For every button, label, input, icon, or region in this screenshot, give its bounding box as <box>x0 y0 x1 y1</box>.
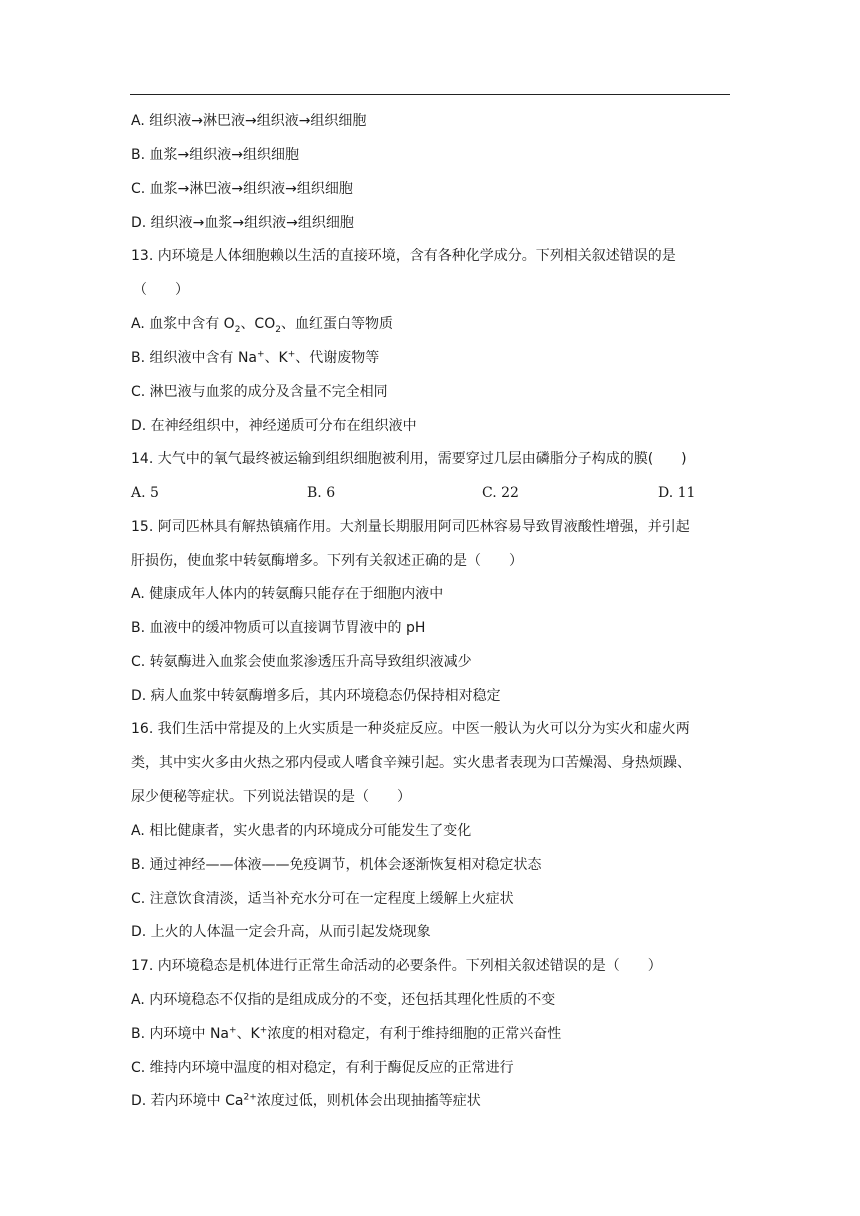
q15-option-c: C. 转氨酶进入血浆会使血浆渗透压升高导致组织液减少 <box>131 654 472 670</box>
q16-option-a: A. 相比健康者，实火患者的内环境成分可能发生了变化 <box>131 823 472 839</box>
q14-option-c: C. 22 <box>482 485 519 501</box>
q15-option-a: A. 健康成年人体内的转氨酶只能存在于细胞内液中 <box>131 586 444 602</box>
q16-stem-line3: 尿少便秘等症状。下列说法错误的是（ ） <box>131 789 411 805</box>
q14-option-b: B. 6 <box>307 485 336 501</box>
q13-option-c: C. 淋巴液与血浆的成分及含量不完全相同 <box>131 384 388 400</box>
q14-options <box>131 483 731 503</box>
q14-option-a: A. 5 <box>131 485 159 501</box>
q13-stem-line1: 13. 内环境是人体细胞赖以生活的直接环境，含有各种化学成分。下列相关叙述错误的是 <box>131 248 676 264</box>
q13-option-b: B. 组织液中含有 Na+、K+、代谢废物等 <box>131 349 380 366</box>
q15-stem-line2: 肝损伤，使血浆中转氨酶增多。下列有关叙述正确的是（ ） <box>131 553 523 569</box>
q13-option-d: D. 在神经组织中，神经递质可分布在组织液中 <box>131 418 417 434</box>
q15-stem-line1: 15. 阿司匹林具有解热镇痛作用。大剂量长期服用阿司匹林容易导致胃液酸性增强，并引起 <box>131 519 690 535</box>
q14-stem: 14. 大气中的氧气最终被运输到组织细胞被利用，需要穿过几层由磷脂分子构成的膜( ) <box>131 451 687 467</box>
header-rule <box>130 94 730 95</box>
q16-option-c: C. 注意饮食清淡，适当补充水分可在一定程度上缓解上火症状 <box>131 891 514 907</box>
q12-option-c: C. 血浆→淋巴液→组织液→组织细胞 <box>131 181 353 197</box>
q16-option-b: B. 通过神经——体液——免疫调节，机体会逐渐恢复相对稳定状态 <box>131 857 542 873</box>
q15-option-b: B. 血液中的缓冲物质可以直接调节胃液中的 pH <box>131 620 426 636</box>
q13-stem-line2: （ ） <box>133 282 189 298</box>
q16-stem-line1: 16. 我们生活中常提及的上火实质是一种炎症反应。中医一般认为火可以分为实火和虚火两 <box>131 721 690 737</box>
q16-stem-line2: 类，其中实火多由火热之邪内侵或人嗜食辛辣引起。实火患者表现为口苦燥渴、身热烦躁、 <box>131 755 691 771</box>
q14-option-d: D. 11 <box>658 485 696 501</box>
q17-option-a: A. 内环境稳态不仅指的是组成成分的不变，还包括其理化性质的不变 <box>131 992 556 1008</box>
q15-option-d: D. 病人血浆中转氨酶增多后，其内环境稳态仍保持相对稳定 <box>131 688 501 704</box>
q16-option-d: D. 上火的人体温一定会升高，从而引起发烧现象 <box>131 924 431 940</box>
q12-option-d: D. 组织液→血浆→组织液→组织细胞 <box>131 215 354 231</box>
q17-stem: 17. 内环境稳态是机体进行正常生命活动的必要条件。下列相关叙述错误的是（ ） <box>131 958 662 974</box>
q12-option-b: B. 血浆→组织液→组织细胞 <box>131 147 299 163</box>
q17-option-d: D. 若内环境中 $Ca^{2+}$浓度过低，则机体会出现抽搐等症状 <box>131 1092 481 1109</box>
q17-option-c: C. 维持内环境中温度的相对稳定，有利于酶促反应的正常进行 <box>131 1060 514 1076</box>
q12-option-a: A. 组织液→淋巴液→组织液→组织细胞 <box>131 113 367 129</box>
q17-option-b: B. 内环境中 Na+、K+浓度的相对稳定，有利于维持细胞的正常兴奋性 <box>131 1025 562 1042</box>
q13-option-a: A. 血浆中含有 $O_2$、$CO_2$、血红蛋白等物质 <box>131 316 393 335</box>
